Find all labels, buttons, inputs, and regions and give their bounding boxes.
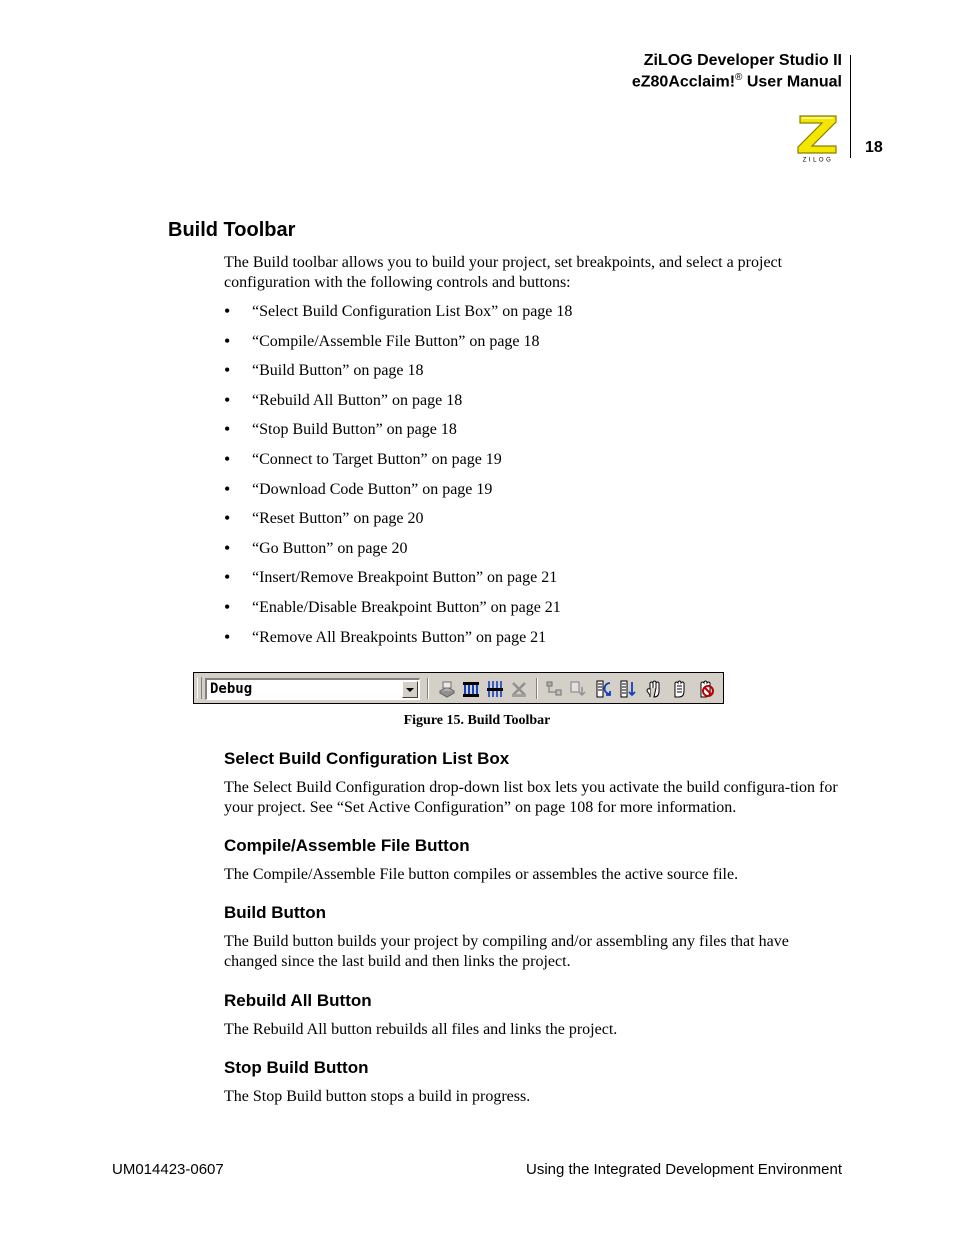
svg-text:ZILOG: ZILOG [802, 157, 834, 163]
header-divider [850, 55, 851, 158]
list-item-text[interactable]: “Build Button” on page 18 [252, 362, 424, 380]
stop-build-icon[interactable] [509, 679, 529, 699]
section-title: Build Toolbar [168, 219, 296, 241]
download-icon[interactable] [568, 679, 588, 699]
subsection-body: The Select Build Configuration drop-down list box lets you activate the build configura-tion for your project. See “Set Active Configuration” on page 108 for more information. [224, 779, 838, 816]
chevron-down-icon[interactable] [402, 681, 418, 698]
list-item-text[interactable]: “Insert/Remove Breakpoint Button” on page 21 [252, 569, 558, 587]
enable-breakpoint-icon[interactable] [669, 679, 689, 699]
rebuild-all-icon[interactable] [485, 679, 505, 699]
list-item-text[interactable]: “Reset Button” on page 20 [252, 510, 424, 528]
subsection-body: The Build button builds your project by compiling and/or assembling any files that have changed since the last build and then links the project. [224, 933, 789, 970]
bullet-marker: • [224, 596, 231, 617]
list-item-text[interactable]: “Rebuild All Button” on page 18 [252, 391, 463, 409]
list-item-text[interactable]: “Go Button” on page 20 [252, 539, 408, 557]
bullet-marker: • [224, 301, 231, 321]
list-item-text[interactable]: “Enable/Disable Breakpoint Button” on page 21 [252, 598, 561, 616]
bullet-marker: • [224, 419, 231, 440]
list-item-text[interactable]: “Download Code Button” on page 19 [252, 480, 493, 498]
section-intro: The Build toolbar allows you to build your project, set breakpoints, and select a project configuration with the following controls and buttons: [224, 254, 783, 291]
bullet-marker: • [224, 448, 231, 469]
bullet-marker: • [224, 389, 231, 410]
list-item-text[interactable]: “Select Build Configuration List Box” on page 18 [252, 303, 573, 320]
reset-icon[interactable] [594, 679, 614, 699]
list-item-text[interactable]: “Stop Build Button” on page 18 [252, 421, 457, 439]
subsection-body: The Stop Build button stops a build in progress. [224, 1088, 531, 1105]
compile-icon[interactable] [437, 679, 457, 699]
bullet-marker: • [224, 478, 231, 499]
insert-breakpoint-icon[interactable] [644, 679, 664, 699]
toolbar-separator [536, 678, 538, 699]
bullet-marker: • [224, 567, 231, 588]
bullet-marker: • [224, 537, 231, 558]
toolbar-grip[interactable] [197, 677, 202, 699]
build-toolbar [193, 672, 724, 704]
page-number: 18 [865, 139, 883, 156]
bullet-marker: • [224, 330, 231, 351]
subsection-title: Compile/Assemble File Button [224, 836, 470, 855]
build-icon[interactable] [461, 679, 481, 699]
subsection-title: Select Build Configuration List Box [224, 749, 510, 768]
build-config-select[interactable] [205, 678, 420, 700]
subsection-title: Rebuild All Button [224, 991, 372, 1010]
list-item-text[interactable]: “Compile/Assemble File Button” on page 18 [252, 332, 540, 350]
bullet-marker: • [224, 626, 231, 647]
subsection-body: The Compile/Assemble File button compiles or assembles the active source file. [224, 866, 739, 883]
subsection-title: Build Button [224, 903, 326, 922]
connect-icon[interactable] [544, 679, 564, 699]
list-item-text[interactable]: “Remove All Breakpoints Button” on page 21 [252, 628, 547, 646]
zilog-logo-icon [795, 113, 841, 163]
subsection-title: Stop Build Button [224, 1058, 369, 1077]
list-item-text[interactable]: “Connect to Target Button” on page 19 [252, 450, 502, 468]
bullet-marker: • [224, 508, 231, 529]
subsection-body: The Rebuild All button rebuilds all files and links the project. [224, 1021, 618, 1038]
bullet-marker: • [224, 360, 231, 381]
footer-doc-id: UM014423-0607 [112, 1161, 224, 1178]
toolbar-separator [427, 678, 429, 699]
build-config-value: Debug [210, 681, 253, 697]
remove-breakpoints-icon[interactable] [695, 679, 715, 699]
header-title-line1: ZiLOG Developer Studio II [643, 52, 842, 69]
footer-chapter: Using the Integrated Development Environment [525, 1161, 842, 1178]
go-icon[interactable] [618, 679, 638, 699]
figure-caption: Figure 15. Build Toolbar [403, 713, 551, 728]
header-title-line2: eZ80Acclaim!® User Manual [631, 72, 842, 91]
